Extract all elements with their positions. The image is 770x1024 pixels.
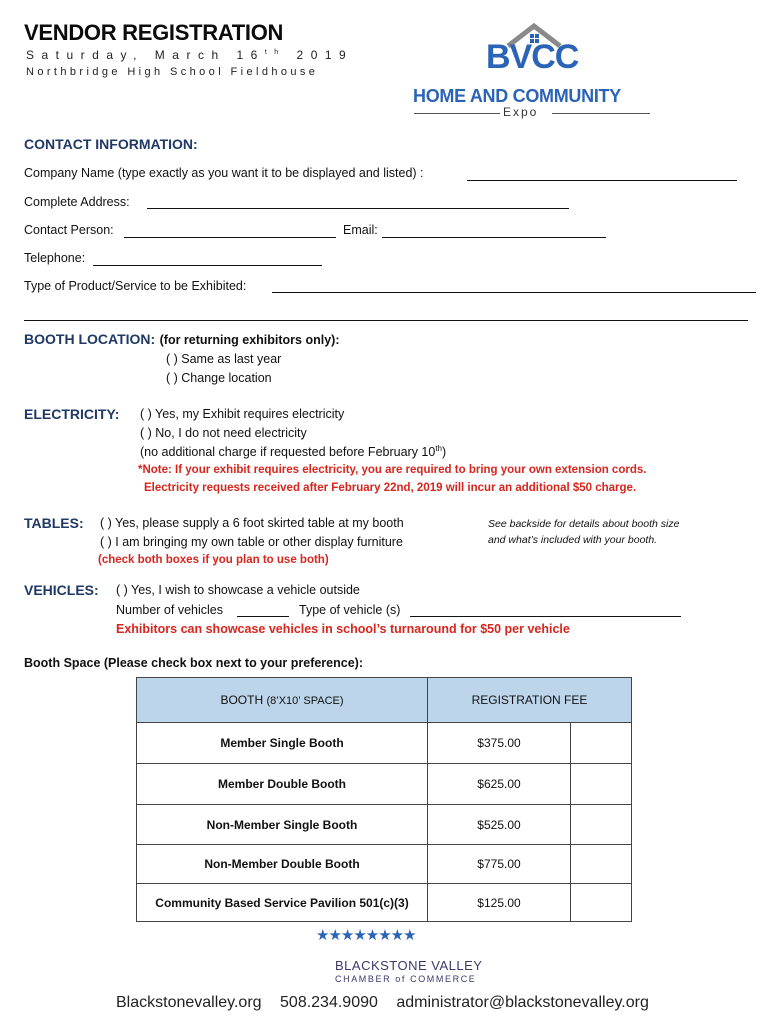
product-label: Type of Product/Service to be Exhibited: — [24, 279, 247, 293]
event-year: 2019 — [296, 48, 354, 62]
electricity-charge-note-sup: th — [435, 444, 442, 453]
vehicle-type-field[interactable] — [410, 616, 681, 617]
electricity-charge-note-text: (no additional charge if requested before February 10 — [140, 445, 436, 460]
chamber-subtitle: CHAMBER of COMMERCE — [335, 974, 477, 984]
vehicles-heading: VEHICLES: — [24, 582, 99, 598]
table-row — [137, 884, 632, 922]
table-row — [137, 845, 632, 884]
tables-supply-option[interactable]: ( ) Yes, please supply a 6 foot skirted table at my booth — [100, 516, 404, 530]
logo-home-community: HOME AND COMMUNITY — [413, 86, 621, 106]
address-field[interactable] — [147, 208, 569, 209]
event-date-suffix: th — [264, 49, 286, 56]
booth-space-label: Booth Space (Please check box next to your preference): — [24, 656, 363, 670]
event-venue: Northbridge High School Fieldhouse — [26, 66, 319, 78]
table-row — [137, 764, 632, 805]
booth-column-header — [137, 678, 428, 723]
vehicle-type-label: Type of vehicle (s) — [299, 603, 401, 617]
electricity-warning-1: *Note: If your exhibit requires electricity, you are required to bring your own extension cords. — [138, 464, 647, 476]
footer-email[interactable]: administrator@blackstonevalley.org — [396, 994, 649, 1011]
event-date-main: Saturday, March 16 — [26, 48, 265, 62]
logo-bvcc: BVCC — [486, 38, 579, 76]
booth-type-cell: Non-Member Single Booth — [137, 805, 428, 845]
footer-phone: 508.234.9090 — [280, 994, 378, 1011]
electricity-warning-2: Electricity requests received after February 22nd, 2019 will incur an additional $50 charge. — [144, 482, 637, 494]
chamber-stars-icon: ★★★★★★★★ — [316, 927, 416, 944]
booth-location-sub: (for returning exhibitors only): — [159, 333, 340, 347]
booth-checkbox[interactable] — [571, 764, 632, 805]
address-label: Complete Address: — [24, 195, 130, 209]
fee-cell: $525.00 — [428, 805, 571, 845]
booth-checkbox[interactable] — [571, 723, 632, 764]
electricity-charge-note-close: ) — [442, 445, 447, 460]
electricity-yes-option[interactable]: ( ) Yes, my Exhibit requires electricity — [140, 407, 345, 421]
fee-column-header: REGISTRATION FEE — [428, 678, 632, 723]
table-row — [137, 805, 632, 845]
company-name-label: Company Name (type exactly as you want it to be displayed and listed) : — [24, 166, 424, 180]
vehicle-number-label: Number of vehicles — [116, 603, 223, 617]
chamber-name: BLACKSTONE VALLEY — [335, 958, 483, 973]
telephone-label: Telephone: — [24, 251, 86, 265]
company-name-field[interactable] — [467, 180, 737, 181]
booth-type-cell: Non-Member Double Booth — [137, 845, 428, 884]
contact-person-field[interactable] — [124, 237, 336, 238]
email-label: Email: — [343, 223, 378, 237]
booth-checkbox[interactable] — [571, 884, 632, 922]
booth-type-cell: Member Single Booth — [137, 723, 428, 764]
form-title: VENDOR REGISTRATION — [24, 20, 284, 45]
booth-type-cell: Member Double Booth — [137, 764, 428, 805]
logo-divider-left — [414, 113, 500, 114]
footer-contact — [116, 994, 663, 1012]
vehicle-number-field[interactable] — [237, 616, 289, 617]
fee-cell: $625.00 — [428, 764, 571, 805]
vehicle-yes-option[interactable]: ( ) Yes, I wish to showcase a vehicle outside — [116, 583, 360, 597]
electricity-no-option[interactable]: ( ) No, I do not need electricity — [140, 426, 307, 440]
tables-warning: (check both boxes if you plan to use both) — [98, 554, 329, 566]
fee-cell: $775.00 — [428, 845, 571, 884]
tables-heading: TABLES: — [24, 515, 84, 531]
table-row — [137, 723, 632, 764]
table-header-row — [137, 678, 632, 723]
telephone-field[interactable] — [93, 265, 322, 266]
booth-size-note-2: and what’s included with your booth. — [488, 534, 658, 546]
contact-heading: CONTACT INFORMATION: — [24, 136, 198, 152]
booth-header-size: (8’X10’ SPACE) — [266, 695, 344, 707]
booth-size-note-1: See backside for details about booth size — [488, 518, 680, 530]
contact-person-label: Contact Person: — [24, 223, 114, 237]
event-date — [26, 48, 353, 62]
electricity-charge-note — [140, 444, 446, 459]
booth-location-row — [24, 331, 339, 349]
booth-checkbox[interactable] — [571, 805, 632, 845]
booth-change-option[interactable]: ( ) Change location — [166, 371, 272, 385]
booth-fee-table — [136, 677, 632, 922]
booth-header-text: BOOTH — [220, 693, 264, 707]
booth-type-cell: Community Based Service Pavilion 501(c)(3) — [137, 884, 428, 922]
booth-same-option[interactable]: ( ) Same as last year — [166, 352, 282, 366]
logo-divider-right — [552, 113, 650, 114]
product-field[interactable] — [272, 292, 756, 293]
tables-own-option[interactable]: ( ) I am bringing my own table or other display furniture — [100, 535, 403, 549]
booth-location-heading: BOOTH LOCATION: — [24, 331, 156, 347]
email-field[interactable] — [382, 237, 606, 238]
electricity-heading: ELECTRICITY: — [24, 406, 120, 422]
booth-checkbox[interactable] — [571, 845, 632, 884]
logo-expo: Expo — [503, 105, 539, 119]
vehicle-warning: Exhibitors can showcase vehicles in school’s turnaround for $50 per vehicle — [116, 622, 570, 636]
product-field-line2[interactable] — [24, 320, 748, 321]
fee-cell: $125.00 — [428, 884, 571, 922]
fee-cell: $375.00 — [428, 723, 571, 764]
footer-website[interactable]: Blackstonevalley.org — [116, 994, 262, 1011]
